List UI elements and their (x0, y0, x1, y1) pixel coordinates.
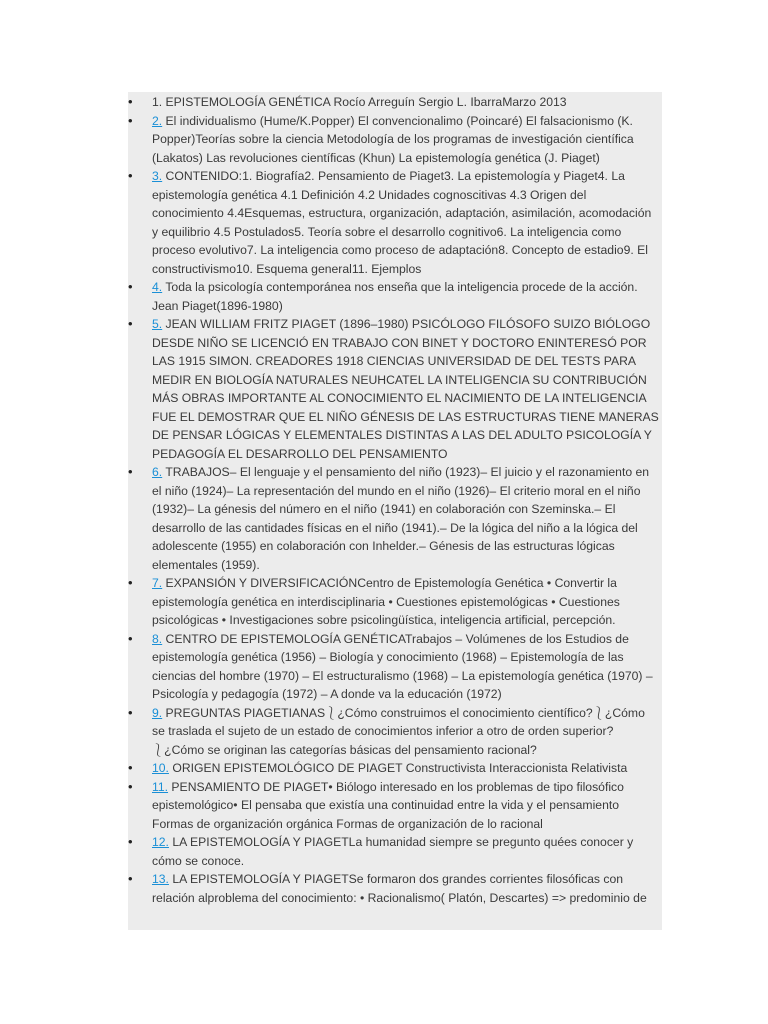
slide-text: LA EPISTEMOLOGÍA Y PIAGETLa humanidad siempre se pregunto quées conocer y cómo se conoce. (152, 835, 634, 868)
list-item (128, 778, 662, 834)
slide-link[interactable]: 3. (152, 169, 163, 183)
slide-link[interactable]: 12. (152, 835, 169, 849)
slide-link[interactable]: 6. (152, 465, 163, 479)
slide-text: PENSAMIENTO DE PIAGET• Biólogo interesado en los problemas de tipo filosófico epistemológico• El pensaba que existía una continuidad entre la vida y el pensamiento Formas de organización orgánica Formas de organización de lo racional (152, 779, 624, 831)
slide-text: LA EPISTEMOLOGÍA Y PIAGETSe formaron dos grandes corrientes filosóficas con relación alproblema del conocimiento: • Racionalismo( Platón, Descartes) => predominio de (152, 872, 647, 905)
list-item (128, 630, 662, 704)
list-item (128, 167, 662, 278)
list-item (128, 315, 662, 463)
slide-link[interactable]: 8. (152, 631, 163, 646)
list-item (128, 870, 662, 907)
slide-text: TRABAJOS– El lenguaje y el pensamiento del niño (1923)– El juicio y el razonamiento en el niño (1924)– La representación del mundo en el niño (1926)– El criterio moral en el niño (1932)– La génesis del número en el niño (1941) en colaboración con Szeminska.– El desarrollo de las cantidades físicas en el niño (1941).– De la lógica del niño a la lógica del adolescente (1955) en colaboración con Inhelder.– Génesis de las estructuras lógicas elementales (1959). (152, 465, 650, 572)
slide-text: PREGUNTAS PIAGETIANAS⎱¿Cómo construimos el conocimiento científico?⎱¿Cómo se traslada el sujeto de un estado de conocimientos inferior a otro de orden superior?⎱¿Cómo se originan las categorías básicas del pensamiento racional? (152, 705, 645, 757)
slide-link[interactable]: 4. (152, 280, 163, 294)
slide-text: JEAN WILLIAM FRITZ PIAGET (1896–1980) PSICÓLOGO FILÓSOFO SUIZO BIÓLOGO DESDE NIÑO SE LICENCIÓ EN TRABAJO CON BINET Y DOCTORO ENINTERESÓ POR LAS 1915 SIMON. CREADORES 1918 CIENCIAS UNIVERSIDAD DE DEL TESTS PARA MEDIR EN BIOLOGÍA NATURALES NEUHCATEL LA INTELIGENCIA SU CONTRIBUCIÓN MÁS OBRAS IMPORTANTE AL CONOCIMIENTO EL NACIMIENTO DE LA INTELIGENCIA FUE EL DEMOSTRAR QUE EL NIÑO GÉNESIS DE LAS ESTRUCTURAS TIENE MANERAS DE PENSAR LÓGICAS Y ELEMENTALES DISTINTAS A LAS DEL ADULTO PSICOLOGÍA Y PEDAGOGÍA EL DESARROLLO DEL PENSAMIENTO (152, 317, 659, 461)
slide-link[interactable]: 11. (152, 779, 169, 794)
list-item (128, 759, 662, 778)
slide-text: ORIGEN EPISTEMOLÓGICO DE PIAGET Constructivista Interaccionista Relativista (168, 761, 628, 775)
slide-text: Toda la psicología contemporánea nos enseña que la inteligencia procede de la acción. Jean Piaget(1896-1980) (152, 280, 638, 313)
slide-text: CENTRO DE EPISTEMOLOGÍA GENÉTICATrabajos – Volúmenes de los Estudios de epistemología genética (1956) – Biología y conocimiento (1968) – Epistemología de las ciencias del hombre (1970) – El estructuralismo (1968) – La epistemología genética (1970) – Psicología y pedagogía (1972) – A donde va la educación (1972) (152, 631, 653, 701)
list-item (128, 463, 662, 574)
slide-text: CONTENIDO:1. Biografía2. Pensamiento de Piaget3. La epistemología y Piaget4. La epistemología genética 4.1 Definición 4.2 Unidades cognoscitivas 4.3 Origen del conocimiento 4.4Esquemas, estructura, organización, adaptación, asimilación, acomodación y equilibrio 4.5 Postulados5. Teoría sobre el desarrollo cognitivo6. La inteligencia como proceso evolutivo7. La inteligencia como proceso de adaptación8. Concepto de estadio9. El constructivismo10. Esquema general11. Ejemplos (152, 169, 652, 276)
slide-list (128, 93, 662, 907)
list-item (128, 574, 662, 630)
slide-text: EXPANSIÓN Y DIVERSIFICACIÓNCentro de Epistemología Genética • Convertir la epistemología genética en interdisciplinaria • Cuestiones epistemológicas • Cuestiones psicológicas • Investigaciones sobre psicolingüística, inteligencia artificial, percepción. (152, 576, 620, 627)
list-item (128, 833, 662, 870)
list-item (128, 704, 662, 760)
slide-link[interactable]: 7. (152, 576, 163, 590)
slide-link[interactable]: 2. (152, 113, 163, 128)
document-panel (128, 92, 662, 930)
list-item (128, 112, 662, 168)
slide-link[interactable]: 10. (152, 761, 169, 775)
slide-text: 1. EPISTEMOLOGÍA GENÉTICA Rocío Arreguín Sergio L. IbarraMarzo 2013 (152, 95, 567, 109)
slide-link[interactable]: 5. (152, 317, 163, 331)
slide-text: El individualismo (Hume/K.Popper) El convencionalimo (Poincaré) El falsacionismo (K. Popper)Teorías sobre la ciencia Metodología de los programas de investigación científica (Lakatos) Las revoluciones científicas (Khun) La epistemología genética (J. Piaget) (152, 113, 634, 165)
slide-link[interactable]: 13. (152, 872, 169, 886)
list-item (128, 93, 662, 112)
list-item (128, 278, 662, 315)
slide-link[interactable]: 9. (152, 705, 163, 720)
